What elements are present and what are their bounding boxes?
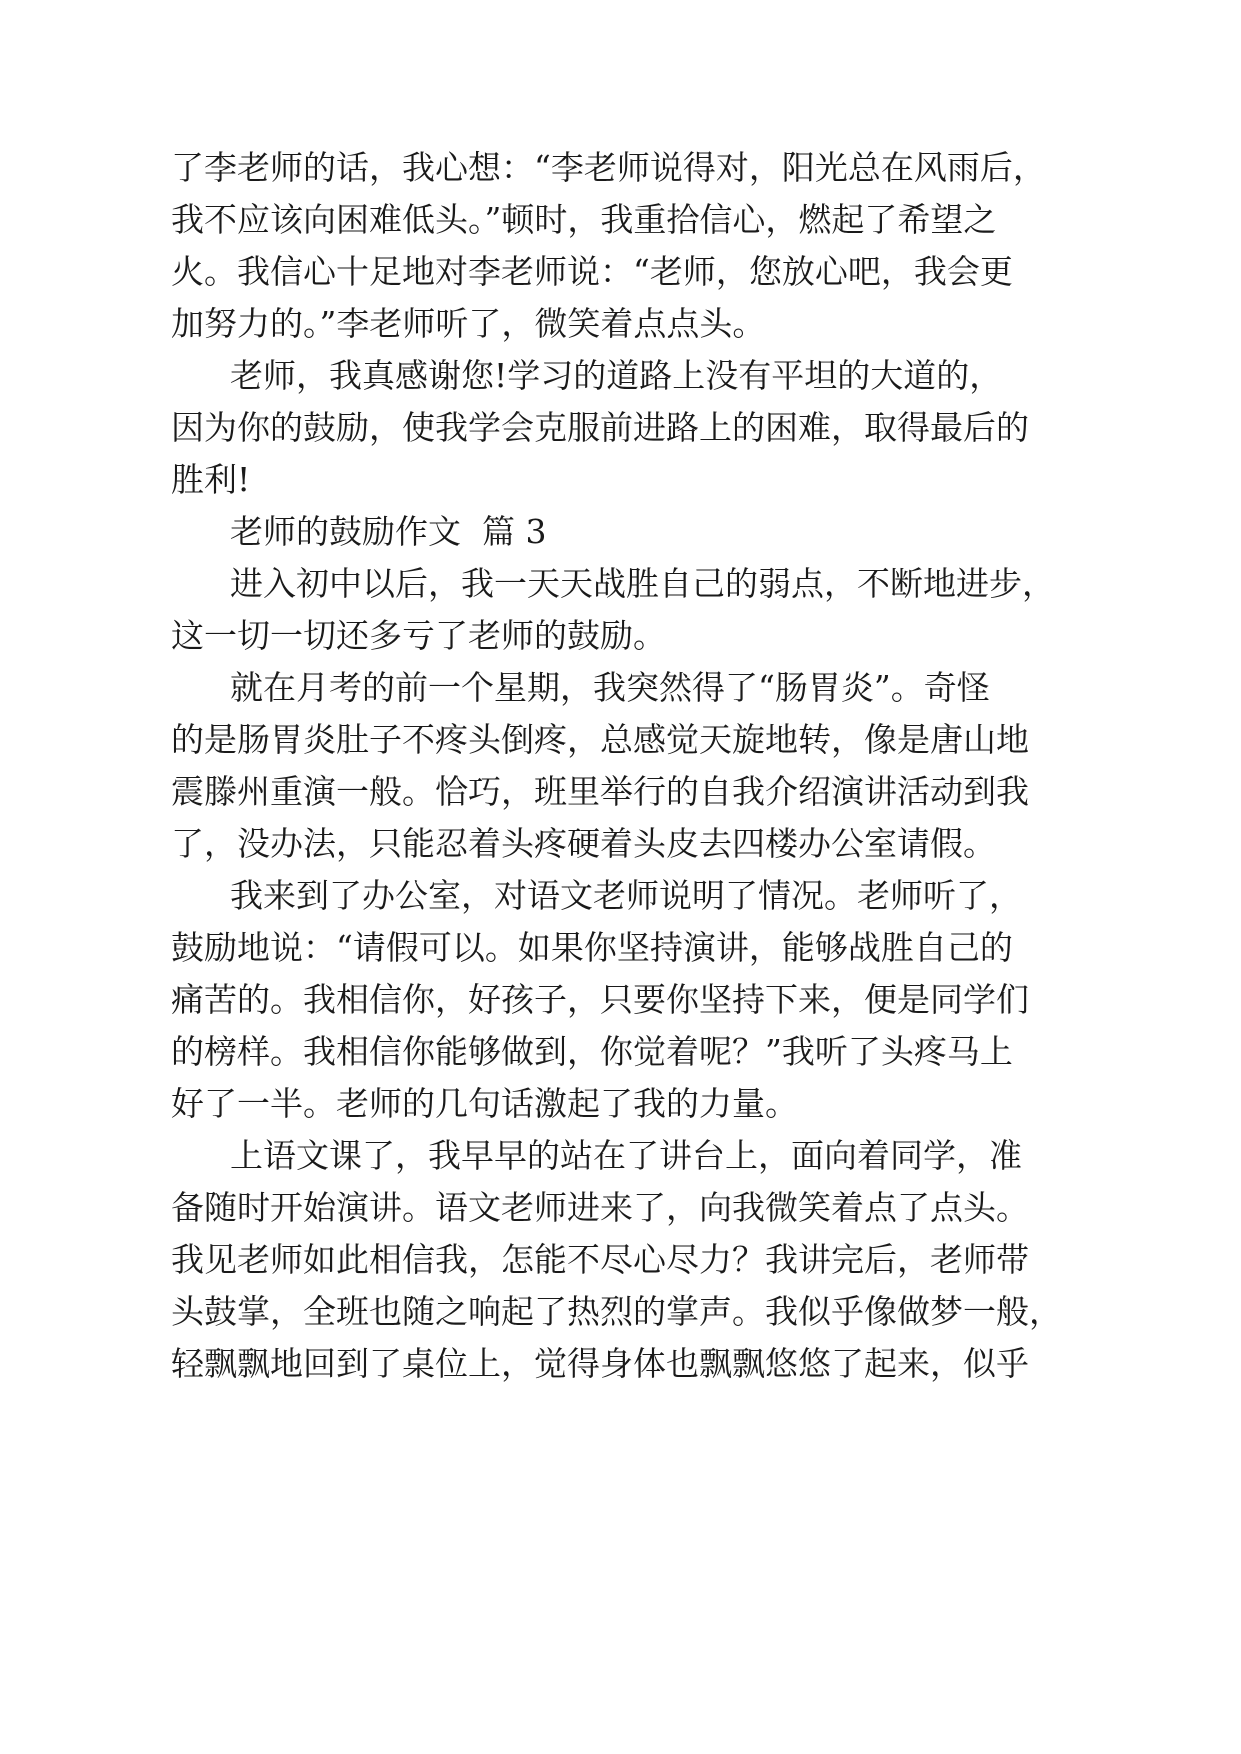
text-line: 我不应该向困难低头。”顿时，我重拾信心，燃起了希望之: [171, 200, 997, 239]
text-line: 我见老师如此相信我，怎能不尽心尽力？我讲完后，老师带: [171, 1240, 1029, 1279]
text-line: 备随时开始演讲。语文老师进来了，向我微笑着点了点头。: [171, 1188, 1029, 1227]
text-line: 了李老师的话，我心想：“李老师说得对，阳光总在风雨后，: [171, 148, 1046, 187]
paragraph-first-line: 老师，我真感谢您!学习的道路上没有平坦的大道的，: [230, 356, 1003, 395]
text-line: 火。我信心十足地对李老师说：“老师，您放心吧，我会更: [171, 252, 1013, 291]
text-line: 头鼓掌，全班也随之响起了热烈的掌声。我似乎像做梦一般，: [171, 1292, 1062, 1331]
paragraph-first-line: 上语文课了，我早早的站在了讲台上，面向着同学，准: [230, 1136, 1022, 1175]
text-line: 的榜样。我相信你能够做到，你觉着呢？”我听了头疼马上: [171, 1032, 1013, 1071]
paragraph-first-line: 进入初中以后，我一天天战胜自己的弱点，不断地进步，: [230, 564, 1055, 603]
paragraph-first-line: 我来到了办公室，对语文老师说明了情况。老师听了，: [230, 876, 1022, 915]
text-line: 这一切一切还多亏了老师的鼓励。: [171, 616, 666, 655]
text-line: 因为你的鼓励，使我学会克服前进路上的困难，取得最后的: [171, 408, 1029, 447]
text-line: 加努力的。”李老师听了，微笑着点点头。: [171, 304, 766, 343]
text-line: 震滕州重演一般。恰巧，班里举行的自我介绍演讲活动到我: [171, 772, 1029, 811]
text-line: 的是肠胃炎肚子不疼头倒疼，总感觉天旋地转，像是唐山地: [171, 720, 1029, 759]
text-line: 了，没办法，只能忍着头疼硬着头皮去四楼办公室请假。: [171, 824, 996, 863]
section-heading: 老师的鼓励作文 篇 3: [230, 512, 547, 551]
paragraph-first-line: 就在月考的前一个星期，我突然得了“肠胃炎”。奇怪: [230, 668, 990, 707]
text-line: 痛苦的。我相信你，好孩子，只要你坚持下来，便是同学们: [171, 980, 1029, 1019]
text-line: 轻飘飘地回到了桌位上，觉得身体也飘飘悠悠了起来，似乎: [171, 1344, 1029, 1383]
text-line: 鼓励地说：“请假可以。如果你坚持演讲，能够战胜自己的: [171, 928, 1013, 967]
text-line: 好了一半。老师的几句话激起了我的力量。: [171, 1084, 798, 1123]
text-line: 胜利!: [171, 460, 251, 499]
